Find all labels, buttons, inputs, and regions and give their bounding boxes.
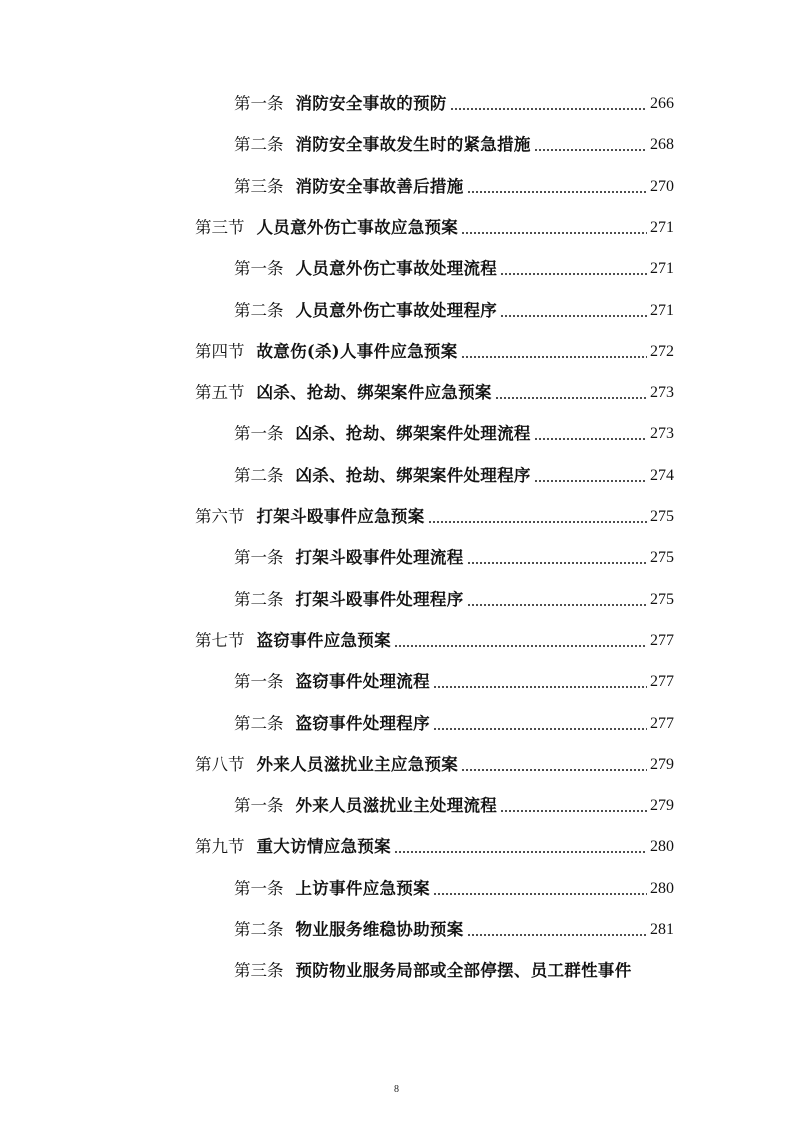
- dot-leader: [534, 149, 647, 151]
- toc-entry-label: 第七节: [195, 630, 245, 650]
- toc-entry-page: 270: [650, 177, 674, 195]
- toc-entry-title: 消防安全事故的预防: [295, 94, 447, 113]
- toc-entry-title: 上访事件应急预案: [295, 878, 430, 898]
- toc-entry-label: 第四节: [195, 341, 245, 361]
- toc-article-entry[interactable]: [234, 130, 674, 160]
- toc-entry-label: 第一条: [234, 796, 284, 816]
- toc-entry-page: 266: [650, 95, 674, 112]
- page-number: 8: [394, 1084, 399, 1095]
- toc-article-entry[interactable]: [234, 709, 674, 739]
- toc-entry-title: 打架斗殴事件处理程序: [295, 589, 464, 609]
- toc-entry-page: 280: [650, 879, 674, 897]
- toc-entry-label: 第一条: [234, 94, 284, 113]
- toc-entry-page: 268: [650, 136, 674, 154]
- toc-entry-label: 第九节: [195, 837, 245, 857]
- toc-entry-label: 第一条: [234, 259, 284, 279]
- toc-entry-label: 第二条: [234, 465, 284, 485]
- dot-leader: [394, 851, 647, 853]
- toc-entry-page: 271: [650, 218, 674, 236]
- dot-leader: [461, 356, 647, 358]
- toc-entry-label: 第五节: [195, 383, 245, 403]
- toc-entry-label: 第三条: [234, 176, 284, 196]
- toc-entry-title: 凶杀、抢劫、绑架案件处理程序: [295, 465, 531, 485]
- toc-article-entry[interactable]: [234, 915, 674, 945]
- toc-entry-title: 盗窃事件处理流程: [295, 672, 430, 692]
- toc-entry-label: 第三条: [234, 961, 284, 981]
- toc-entry-page: 275: [650, 508, 674, 525]
- toc-entry-page: 280: [650, 838, 674, 856]
- toc-entry-page: 279: [650, 755, 674, 773]
- toc-entry-title: 重大访情应急预案: [256, 837, 391, 857]
- dot-leader: [500, 810, 647, 812]
- toc-entry-title: 外来人员滋扰业主处理流程: [295, 796, 498, 816]
- dot-leader: [433, 728, 647, 730]
- toc-section-entry[interactable]: [195, 626, 674, 656]
- toc-article-entry[interactable]: [234, 172, 674, 202]
- toc-entry-page: 281: [650, 921, 674, 938]
- toc-entry-label: 第二条: [234, 300, 284, 320]
- dot-leader: [500, 273, 647, 275]
- dot-leader: [534, 438, 647, 440]
- dot-leader: [467, 191, 648, 193]
- toc-entry-page: 275: [650, 549, 674, 567]
- toc-entry-page: 275: [650, 590, 674, 608]
- dot-leader: [450, 108, 647, 110]
- toc-entry-page: 277: [650, 631, 674, 649]
- toc-article-entry[interactable]: [234, 791, 674, 821]
- toc-entry-label: 第二条: [234, 713, 284, 733]
- toc-entry-title: 消防安全事故善后措施: [295, 176, 464, 196]
- dot-leader: [433, 893, 647, 895]
- dot-leader: [534, 480, 647, 482]
- toc-section-entry[interactable]: [195, 750, 674, 780]
- toc-article-entry[interactable]: [234, 254, 674, 284]
- toc-entry-label: 第一条: [234, 548, 284, 568]
- toc-article-entry[interactable]: [234, 89, 674, 119]
- toc-entry-page: 271: [650, 260, 674, 278]
- toc-entry-title: 预防物业服务局部或全部停摆、员工群性事件: [295, 961, 632, 981]
- toc-article-entry[interactable]: [234, 543, 674, 573]
- toc-entry-title: 凶杀、抢劫、绑架案件应急预案: [256, 383, 492, 403]
- toc-entry-page: 277: [650, 714, 674, 732]
- toc-entry-page: 273: [650, 425, 674, 443]
- toc-entry-title: 人员意外伤亡事故处理流程: [295, 259, 498, 279]
- toc-entry-title: 人员意外伤亡事故处理程序: [295, 300, 498, 320]
- toc-article-entry[interactable]: [234, 956, 674, 986]
- toc-entry-title: 消防安全事故发生时的紧急措施: [295, 135, 531, 155]
- dot-leader: [394, 645, 647, 647]
- dot-leader: [467, 934, 648, 936]
- toc-article-entry[interactable]: [234, 461, 674, 491]
- toc-entry-title: 物业服务维稳协助预案: [295, 920, 464, 939]
- toc-section-entry[interactable]: [195, 832, 674, 862]
- toc-entry-title: 凶杀、抢劫、绑架案件处理流程: [295, 424, 531, 444]
- dot-leader: [495, 397, 647, 399]
- toc-entry-page: 272: [650, 342, 674, 360]
- toc-entry-label: 第六节: [195, 507, 245, 526]
- toc-section-entry[interactable]: [195, 337, 674, 367]
- dot-leader: [428, 521, 648, 523]
- toc-section-entry[interactable]: [195, 378, 674, 408]
- toc-entry-page: 279: [650, 797, 674, 815]
- toc-entry-page: 277: [650, 673, 674, 691]
- dot-leader: [461, 769, 647, 771]
- toc-entry-label: 第一条: [234, 878, 284, 898]
- dot-leader: [461, 232, 647, 234]
- toc-entry-label: 第二条: [234, 920, 284, 939]
- toc-entry-title: 打架斗殴事件应急预案: [256, 507, 425, 526]
- toc-entry-title: 人员意外伤亡事故应急预案: [256, 217, 459, 237]
- toc-entry-label: 第一条: [234, 672, 284, 692]
- toc-article-entry[interactable]: [234, 296, 674, 326]
- toc-entry-label: 第三节: [195, 217, 245, 237]
- dot-leader: [467, 562, 648, 564]
- toc-article-entry[interactable]: [234, 667, 674, 697]
- toc-article-entry[interactable]: [234, 419, 674, 449]
- toc-entry-title: 打架斗殴事件处理流程: [295, 548, 464, 568]
- toc-article-entry[interactable]: [234, 874, 674, 904]
- dot-leader: [433, 686, 647, 688]
- toc-entry-label: 第二条: [234, 589, 284, 609]
- toc-entry-label: 第一条: [234, 424, 284, 444]
- toc-entry-title: 外来人员滋扰业主应急预案: [256, 754, 459, 774]
- toc-entry-page: 274: [650, 466, 674, 484]
- dot-leader: [467, 604, 648, 606]
- toc-entry-page: 273: [650, 384, 674, 402]
- toc-section-entry[interactable]: [195, 502, 674, 532]
- toc-entry-label: 第二条: [234, 135, 284, 155]
- toc-entry-label: 第八节: [195, 754, 245, 774]
- dot-leader: [500, 315, 647, 317]
- toc-entry-title: 盗窃事件处理程序: [295, 713, 430, 733]
- toc-entry-title: 盗窃事件应急预案: [256, 630, 391, 650]
- toc-entry-title: 故意伤(杀)人事件应急预案: [256, 341, 458, 361]
- toc-article-entry[interactable]: [234, 585, 674, 615]
- toc-entry-page: 271: [650, 301, 674, 319]
- toc-section-entry[interactable]: [195, 213, 674, 243]
